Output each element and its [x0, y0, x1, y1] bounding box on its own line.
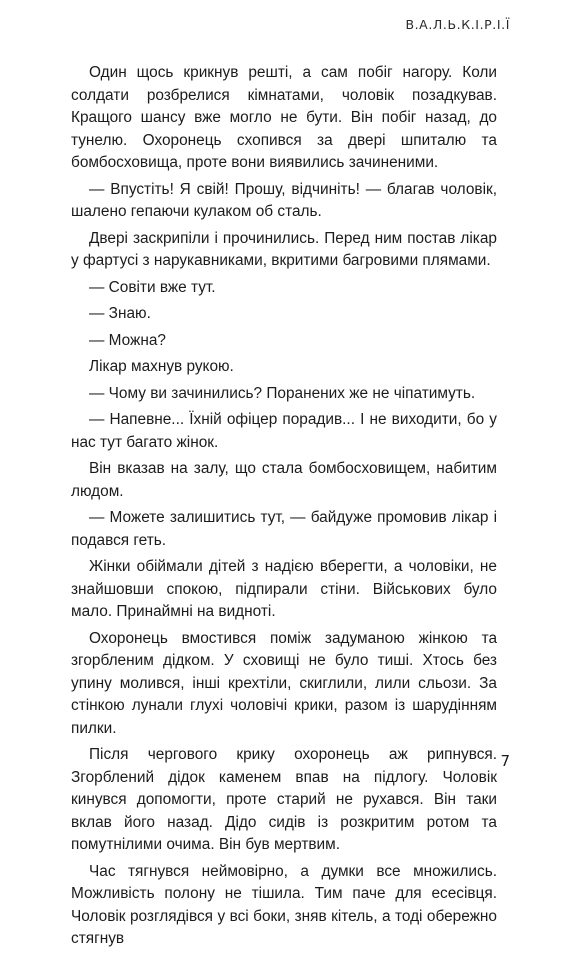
paragraph: Двері заскрипіли і прочинились. Перед ним постав лікар у фартусі з нарукавниками, вкритими багровими плямами.: [71, 229, 497, 269]
paragraph: — Впустіть! Я свій! Прошу, відчиніть! — благав чоловік, шалено гепаючи кулаком об сталь.: [71, 180, 497, 220]
paragraph: — Чому ви зачинились? Поранених же не чіпатимуть.: [89, 384, 476, 402]
paragraph: Час тягнувся неймовірно, а думки все множились. Можливість полону не тішила. Тим паче для есесівця. Чоловік розглядівся у всі боки, зняв кітель, а тоді обережно стягнув: [71, 862, 497, 947]
paragraph: Він вказав на залу, що стала бомбосховищем, набитим людом.: [71, 460, 497, 500]
paragraph: Жінки обіймали дітей з надією вберегти, а чоловіки, не знайшовши спокою, підпирали стіни. Військових було мало. Принаймні на видноті.: [71, 558, 497, 620]
page-number: 7: [500, 752, 510, 770]
body-text: [71, 62, 497, 955]
paragraph: Один щось крикнув решті, а сам побіг нагору. Коли солдати розбрелися кімнатами, чоловік позадкував. Кращого шансу вже могло не бути. Він побіг назад, до тунелю. Охоронець схопився за двері шпиталю та бомбосховища, проте вони виявились зачиненими.: [71, 64, 497, 171]
paragraph: Охоронець вмостився поміж задуманою жінкою та згорбленим дідком. У сховищі не було тиші. Хтось без упину молився, інші крехтіли, скиглили, лили сльози. За стінкою лунали глухі чоловічі крики, разом із шарудінням пилки.: [71, 629, 497, 737]
paragraph: — Напевне... Їхній офіцер порадив... І не виходити, бо у нас тут багато жінок.: [71, 411, 497, 451]
paragraph: — Можна?: [89, 331, 166, 349]
paragraph: Після чергового крику охоронець аж рипнувся. Згорблений дідок каменем впав на підлогу. Чоловік кинувся допомогти, проте старий не рухався. Він таки вклав його назад. Дідо сидів із розкритим ротом та помутнілими очима. Він був мертвим.: [71, 746, 497, 853]
paragraph: Лікар махнув рукою.: [89, 358, 234, 375]
paragraph: — Можете залишитись тут, — байдуже промовив лікар і подався геть.: [71, 509, 497, 549]
running-title: В.А.Л.Ь.К.І.Р.І.Ї: [405, 17, 510, 32]
paragraph: — Совіти вже тут.: [89, 278, 216, 296]
paragraph: — Знаю.: [89, 305, 151, 322]
